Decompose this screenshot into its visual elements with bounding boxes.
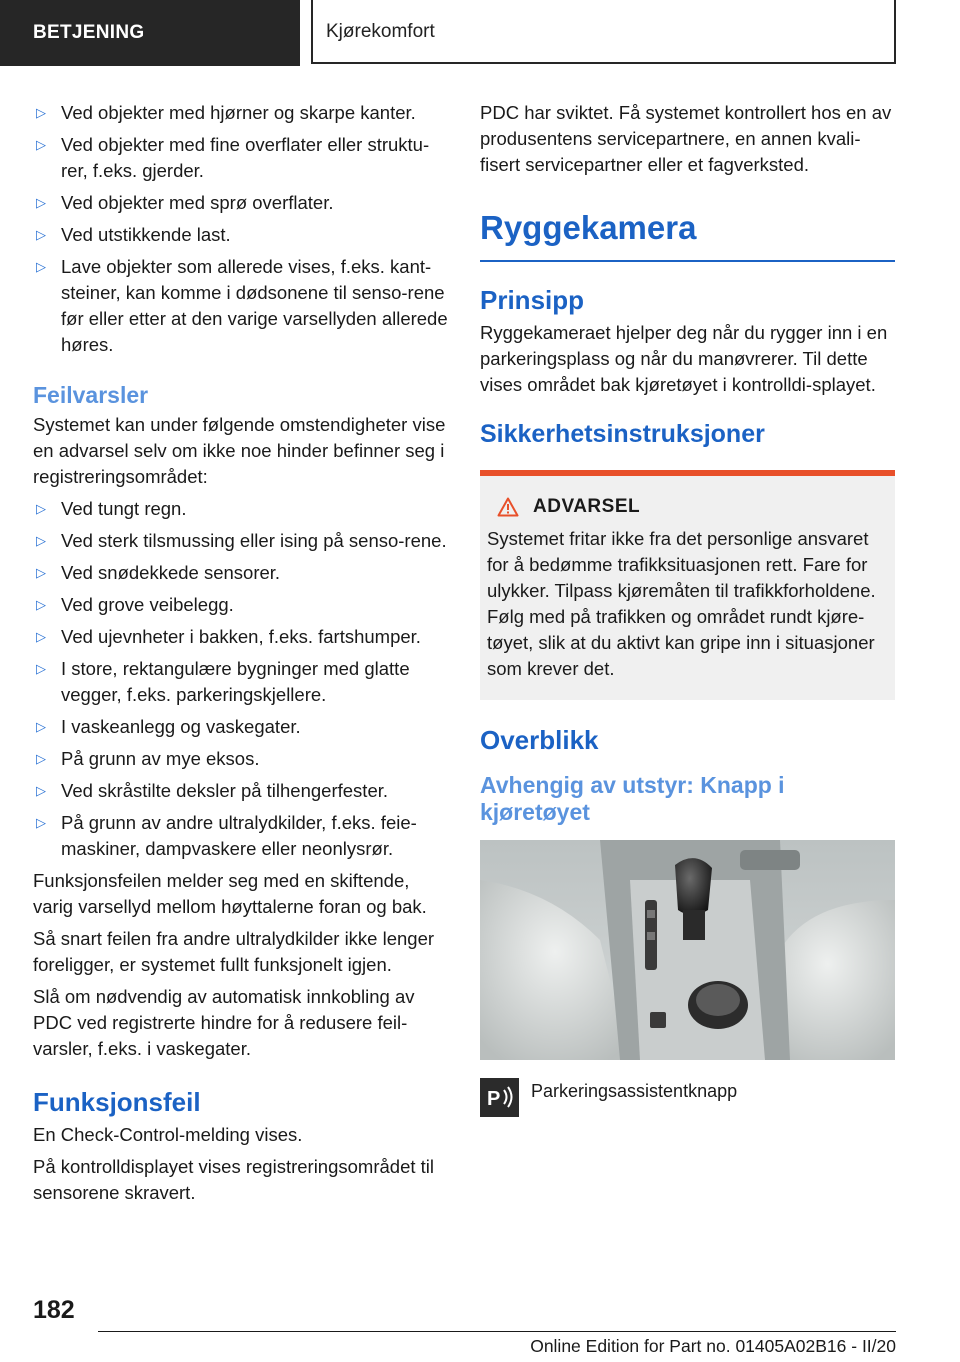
list-item: ▷ Ved objekter med hjørner og skarpe kanter.	[33, 100, 448, 126]
triangle-bullet-icon: ▷	[36, 105, 46, 120]
warning-triangle-icon	[497, 497, 519, 517]
triangle-bullet-icon: ▷	[36, 661, 46, 676]
paragraph: PDC har sviktet. Få systemet kontrollert hos en av produsentens servicepartnere, en annen kvali-fisert servicepartner eller et fagverksted.	[480, 102, 892, 175]
warning-text: Systemet fritar ikke fra det personlige ansvaret for å bedømme trafikksituasjonen rett. Fare for ulykker. Tilpass kjøremåten til trafikkforholdene. Følg med på trafikken og området rundt kjøre-tøyet, slik at du aktivt kan gripe inn i situasjoner som krever det.	[487, 528, 876, 679]
list-item: ▷ Ved grove veibelegg.	[33, 592, 448, 618]
paragraph: Slå om nødvendig av automatisk innkobling av PDC ved registrerte hindre for å redusere feil-varsler, f.eks. i vaskegater.	[33, 986, 415, 1059]
caption-text: Parkeringsassistentknapp	[531, 1081, 738, 1101]
list-item: ▷ Ved ujevnheter i bakken, f.eks. fartshumper.	[33, 624, 448, 650]
heading-prinsipp: Prinsipp	[480, 285, 585, 315]
triangle-bullet-icon: ▷	[36, 259, 46, 274]
list-item: ▷ Ved snødekkede sensorer.	[33, 560, 448, 586]
list-item: ▷ Ved utstikkende last.	[33, 222, 448, 248]
paragraph: På kontrolldisplayet vises registreringsområdet til sensorene skravert.	[33, 1156, 435, 1203]
triangle-bullet-icon: ▷	[36, 815, 46, 830]
list-item: ▷ Lave objekter som allerede vises, f.eks. kant-steiner, kan komme i dødsonene til senso-rene før eller etter at den varige varsellyden allerede høres.	[36, 256, 448, 355]
paragraph: En Check-Control-melding vises.	[33, 1124, 303, 1145]
warning-box	[480, 470, 895, 700]
page-number: 182	[33, 1296, 75, 1324]
triangle-bullet-icon: ▷	[36, 629, 46, 644]
list-item: ▷ I store, rektangulære bygninger med glatte vegger, f.eks. parkeringskjellere.	[36, 658, 410, 705]
paragraph: Så snart feilen fra andre ultralydkilder ikke lenger foreligger, er systemet fullt funksjonelt igjen.	[33, 928, 435, 975]
triangle-bullet-icon: ▷	[36, 227, 46, 242]
list-item: ▷ Ved tungt regn.	[33, 496, 448, 522]
list-item: ▷ I vaskeanlegg og vaskegater.	[33, 714, 448, 740]
triangle-bullet-icon: ▷	[36, 751, 46, 766]
bullet-list-false-alarms	[33, 496, 448, 862]
paragraph: Funksjonsfeilen melder seg med en skiftende, varig varsellyd mellom høyttalerne foran og bak.	[33, 870, 427, 917]
footer-divider	[98, 1331, 896, 1332]
heading-feilvarsler: Feilvarsler	[33, 382, 149, 408]
list-item: ▷ På grunn av andre ultralydkilder, f.eks. feie-maskiner, dampvaskere eller neonlysrør.	[36, 812, 417, 859]
heading-funksjonsfeil: Funksjonsfeil	[33, 1087, 201, 1117]
figure-caption	[480, 1078, 895, 1117]
list-item: ▷ På grunn av mye eksos.	[33, 746, 448, 772]
parking-assist-button-icon	[480, 1078, 519, 1117]
paragraph: Ryggekameraet hjelper deg når du rygger inn i en parkeringsplass og når du manøvrerer. Til dette vises området bak kjøretøyet i kontrolldi-splayet.	[480, 322, 888, 395]
bullet-list-limits	[33, 100, 448, 358]
list-item: ▷ Ved sterk tilsmussing eller ising på senso-rene.	[33, 528, 448, 554]
heading-overblikk: Overblikk	[480, 725, 599, 755]
warning-label: ADVARSEL	[533, 496, 641, 517]
left-column	[33, 100, 448, 1212]
heading-avhengig: Avhengig av utstyr: Knapp i kjøretøyet	[480, 772, 785, 825]
triangle-bullet-icon: ▷	[36, 719, 46, 734]
footer-edition: Online Edition for Part no. 01405A02B16 - II/20	[530, 1336, 896, 1356]
triangle-bullet-icon: ▷	[36, 195, 46, 210]
right-column	[480, 100, 895, 1117]
chapter-title: Kjørekomfort	[311, 0, 896, 64]
page-header	[0, 0, 960, 66]
center-console-photo	[480, 840, 895, 1060]
triangle-bullet-icon: ▷	[36, 533, 46, 548]
triangle-bullet-icon: ▷	[36, 783, 46, 798]
feilvarsler-intro: Systemet kan under følgende omstendigheter vise en advarsel selv om ikke noe hinder befinner seg i registreringsområdet:	[33, 414, 446, 487]
triangle-bullet-icon: ▷	[36, 597, 46, 612]
svg-text:P: P	[487, 1088, 501, 1110]
warning-title	[487, 494, 888, 520]
heading-sikkerhetsinstruksjoner: Sikkerhetsinstruksjoner	[480, 420, 765, 448]
list-item: ▷ Ved objekter med sprø overflater.	[33, 190, 448, 216]
list-item: ▷ Ved objekter med fine overflater eller struktu-rer, f.eks. gjerder.	[36, 134, 430, 181]
section-title: BETJENING	[0, 0, 300, 66]
list-item: ▷ Ved skråstilte deksler på tilhengerfester.	[33, 778, 448, 804]
triangle-bullet-icon: ▷	[36, 137, 46, 152]
heading-ryggekamera: Ryggekamera	[480, 208, 895, 262]
triangle-bullet-icon: ▷	[36, 565, 46, 580]
triangle-bullet-icon: ▷	[36, 501, 46, 516]
